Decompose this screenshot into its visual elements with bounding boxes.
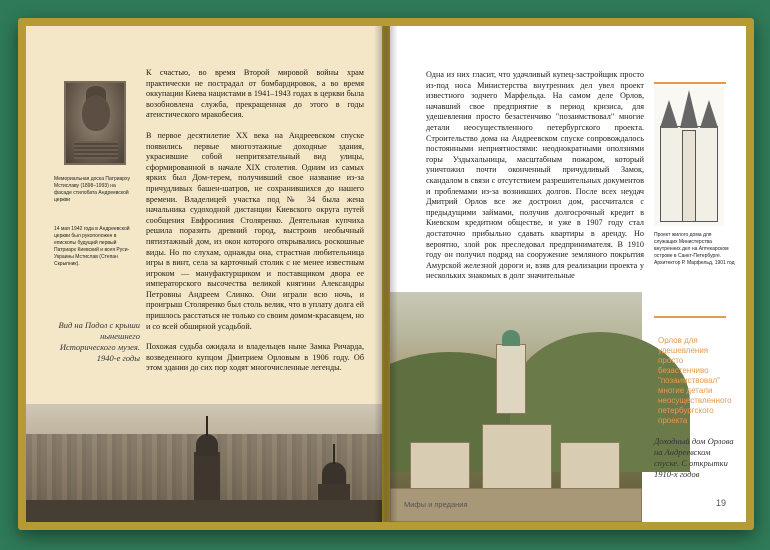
page-number: 19 [716,498,727,508]
postcard-house-2 [482,424,552,494]
podol-panorama-photo [26,404,382,522]
building-caption: Проект жилого дома для служащих Министерства внутренних дел на Аптекарском острове в Санкт-Петербурге. Архитектор Р. Марфельд, 1901 год [654,232,735,266]
postcard-house-1 [410,442,470,492]
building-tower [682,130,696,222]
postcard-castle [496,344,526,414]
marfeld-building-drawing [654,86,724,226]
plaque-portrait [82,95,110,131]
plaque-caption: Мемориальная доска Патриарху Мстиславу (1898–1993) на фасаде стилобата Андреевской церкви [54,176,131,203]
plaque-caption-2: 14 мая 1942 года в Андреевской церкви был рукоположен в епископы будущий первый Патриарх Киевский и всея Руси-Украины Мстислав (Степан Скрыпник). [54,226,130,267]
panorama-caption: Вид на Подол с крыши нынешнего Исторического музея. 1940-е годы [58,320,140,363]
orlov-house-postcard [390,292,642,522]
building-roof-left [660,100,678,128]
panorama-dome-right [322,462,346,486]
right-page [390,26,746,522]
memorial-plaque-image [64,81,126,165]
rule-mid [654,316,726,318]
panorama-dome-main [196,434,218,456]
paragraph-3: Похожая судьба ожидала и владельцев ныне Замка Ричарда, возведенного купцом Дмитрием Орловым в 1906 году. Об этом здании до сих пор ходят многочисленные легенды. [146,342,364,373]
building-roof-right [700,100,718,128]
book-spread [18,18,754,530]
running-footer: Мифы и предания [404,500,468,509]
right-body-text: Одна из них гласит, что удачливый купец-застройщик просто из-под носа Министерства внутренних дел увел проект известного зодчего Марфельда. На самом деле Орлов, начавший свое предприятие в период кризиса, для удешевления просто безастенчиво "позаимствовал" многие детали неосуществленного петербургского проекта. Строительство дома на Андреевском спуске сопровождалось постоянными неприятностями: неоднократными оползнями горы Уздыхальницы, масштабным пожаром, который уничтожил почти оконченный причудливый Замок, скандалом в связи с отсутствием разрешительных документов и проблемами из-за возникших долгов. После всех неудач Дмитрий Орлов все же достроил дом, рассчитался с предыдущими займами, получив долгосрочный кредит в Киевском кредитном обществе, и уже в 1907 году стал достаточно прибыльно сдавать квартиры в аренду. Но вероятно, злой рок преследовал предпринимателя. В 1910 году он получил подряд на сооружение земляного покрытия Амурской железной дороги и, взяв для реализации проекта у нескольких знакомых в долг значительные [426,70,644,281]
panorama-foreground [26,500,382,522]
pull-quote: Орлов для удешевления просто безастенчиво "позаимствовал" многие детали неосуществленного петербургского проекта [658,336,732,425]
plaque-inscription [74,141,118,159]
building-roof-center [680,90,698,128]
paragraph-2: В первое десятилетие ХХ века на Андреевском спуске появились первые многоэтажные доходные здания, украсившие собой непритязательный вид улицы, сформированной в начале XIX столетия. Одним из самых ярких был Дом-терем, получивший свое название из-за причудливых башен-шатров, не сохранившихся до нашего времени. Владелицей участка под № 34 была жена начальника судоходной дистанции Киевского округа путей сообщения Евфросиния Столяренко. Деятельная купчиха решила поразить древний город, выстроив необычный пятиэтажный дом, из окон которого открывались роскошные виды. Но по слухам, однажды она, страстная любительница игры в винт, села за карточный столик с не менее известным игроком — мануфактурщиком и поставщиком двора ее императорского высочества великой княгини Александры Петровны Андреем Слинко. Они играли всю ночь, и проигрыш Столяренко был столь велик, что в уплату долга ей пришлось расстаться не только со своим домом-красавцем, но и со всей обширной усадьбой. [146,130,364,331]
left-page [26,26,382,522]
postcard-caption: Доходный дом Орлова на Андреевском спуске. С открытки 1910-х годов [654,436,734,479]
postcard-castle-roof [502,330,520,346]
paragraph-1: К счастью, во время Второй мировой войны храм практически не пострадал от бомбардировок, а во время оккупации Киева нацистами в 1941–1943 годах в церкви была возобновлена служба, прекращенная до этого в годы атеистического мракобесия. [146,68,364,120]
rule-top [654,82,726,84]
panorama-spire-right [333,444,335,464]
panorama-spire-main [206,416,208,436]
left-body-text [146,68,364,374]
